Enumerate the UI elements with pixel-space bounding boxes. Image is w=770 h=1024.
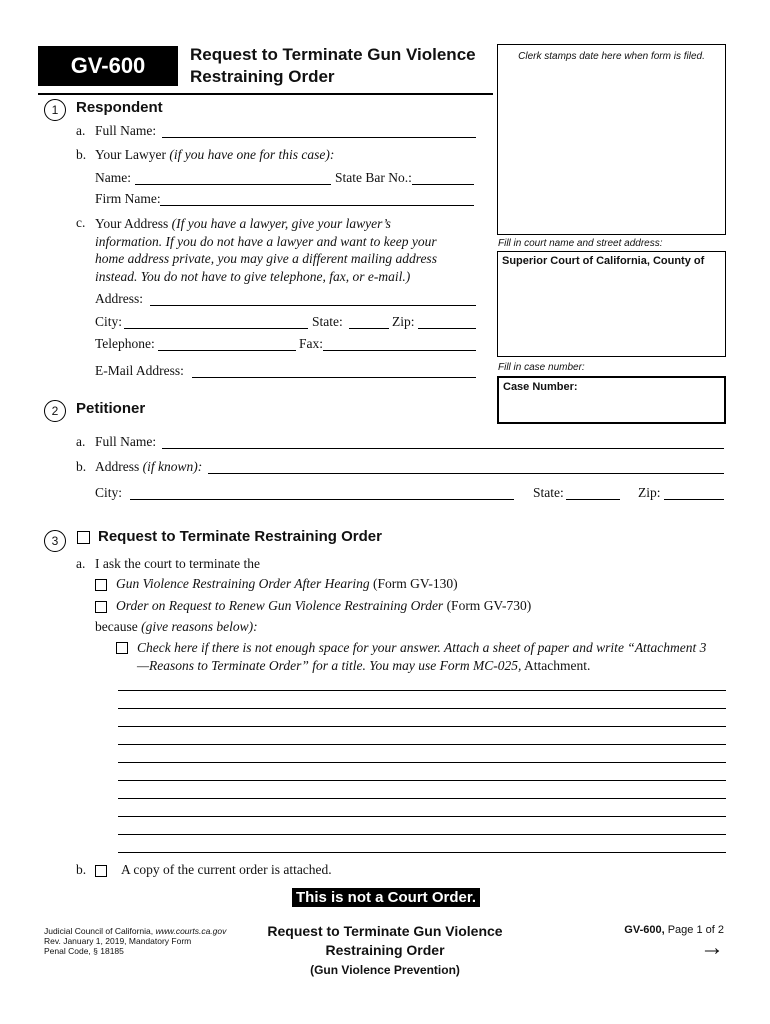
- s2-zip-label: Zip:: [638, 485, 661, 500]
- s1-address-note-1: (If you have a lawyer, give your lawyer’s: [171, 216, 391, 231]
- footer-page-form: GV-600,: [624, 924, 665, 936]
- s3-terminate-text: I ask the court to terminate the: [95, 556, 260, 571]
- because-note: (give reasons below):: [141, 619, 258, 634]
- header-divider: [38, 93, 493, 95]
- footer-penal-code: Penal Code, § 18185: [44, 946, 124, 956]
- next-page-arrow-icon[interactable]: →: [700, 934, 724, 961]
- gv130-option: [116, 576, 458, 592]
- s1-lawyer-name-label: Name:: [95, 170, 131, 185]
- reason-line[interactable]: [118, 834, 726, 835]
- section-2-number: 2: [44, 400, 66, 422]
- attachment-text-3: Attachment.: [524, 657, 591, 673]
- reason-line[interactable]: [118, 852, 726, 853]
- clerk-stamp-label: Clerk stamps date here when form is filed.: [518, 51, 705, 62]
- section-1-number: 1: [44, 99, 66, 121]
- s1c-letter: c.: [76, 215, 86, 230]
- footer-website[interactable]: www.courts.ca.gov: [155, 926, 227, 936]
- s1-state-label: State:: [312, 314, 343, 329]
- s2-state-field[interactable]: [566, 499, 620, 500]
- section-3-checkbox[interactable]: [77, 531, 90, 544]
- gv730-option: [116, 598, 531, 614]
- s2-address-label: [95, 459, 202, 475]
- footer-publisher: [44, 926, 226, 956]
- copy-attached-text: A copy of the current order is attached.: [121, 862, 332, 877]
- attachment-instructions: [137, 639, 727, 674]
- s1-address-note-2: information. If you do not have a lawyer and want to keep your: [95, 233, 437, 249]
- s1-zip-field[interactable]: [418, 328, 476, 329]
- form-title-line2: Restraining Order: [190, 67, 335, 86]
- not-court-order-notice: This is not a Court Order.: [292, 888, 480, 907]
- reason-line[interactable]: [118, 798, 726, 799]
- s1-firm-label: Firm Name:: [95, 191, 161, 206]
- s1-address-heading: Your Address: [95, 216, 169, 231]
- s1-firm-field[interactable]: [160, 205, 474, 206]
- s1-full-name-field[interactable]: [162, 137, 476, 138]
- s1-bar-label: State Bar No.:: [335, 170, 412, 185]
- case-number-hint: Fill in case number:: [498, 362, 585, 373]
- footer-subtitle: (Gun Violence Prevention): [310, 963, 460, 977]
- reason-line[interactable]: [118, 708, 726, 709]
- s1-lawyer-label: [95, 147, 334, 163]
- s2-state-label: State:: [533, 485, 564, 500]
- copy-attached-checkbox[interactable]: [95, 865, 107, 877]
- s1-lawyer-name-field[interactable]: [135, 184, 331, 185]
- s1-lawyer-text: Your Lawyer: [95, 147, 166, 162]
- section-2-title: Petitioner: [76, 400, 146, 417]
- gv130-option-text: Gun Violence Restraining Order After Hearing: [116, 576, 370, 591]
- s1-fax-field[interactable]: [323, 350, 476, 351]
- reason-line[interactable]: [118, 690, 726, 691]
- s1b-letter: b.: [76, 147, 87, 162]
- form-number-badge: [38, 46, 178, 86]
- reason-line[interactable]: [118, 762, 726, 763]
- footer-title-line1: Request to Terminate Gun Violence: [267, 923, 503, 939]
- s1-email-field[interactable]: [192, 377, 476, 378]
- footer-title-line2: Restraining Order: [325, 942, 445, 958]
- s1-telephone-label: Telephone:: [95, 336, 155, 351]
- section-3-title: Request to Terminate Restraining Order: [98, 528, 382, 545]
- case-number-box[interactable]: [497, 376, 726, 424]
- s2-address-field[interactable]: [208, 473, 724, 474]
- gv730-checkbox[interactable]: [95, 601, 107, 613]
- footer-revision: Rev. January 1, 2019, Mandatory Form: [44, 936, 192, 946]
- s1-bar-field[interactable]: [412, 184, 474, 185]
- s3a-letter: a.: [76, 556, 86, 571]
- footer-council: Judicial Council of California,: [44, 926, 154, 936]
- footer-page-label: Page 1 of 2: [667, 924, 724, 936]
- s1-telephone-field[interactable]: [158, 350, 296, 351]
- reason-line[interactable]: [118, 744, 726, 745]
- reason-line[interactable]: [118, 816, 726, 817]
- s2-full-name-label: Full Name:: [95, 434, 157, 449]
- form-title: [190, 44, 495, 88]
- form-title-line1: Request to Terminate Gun Violence: [190, 45, 476, 64]
- s1-email-label: E-Mail Address:: [95, 363, 184, 378]
- s2-full-name-field[interactable]: [162, 448, 724, 449]
- gv730-option-text: Order on Request to Renew Gun Violence Restraining Order: [116, 598, 444, 613]
- s1-lawyer-note: (if you have one for this case):: [169, 147, 335, 162]
- because-text: because: [95, 619, 138, 634]
- s1-address-field[interactable]: [150, 305, 476, 306]
- footer-page-info: [560, 924, 724, 960]
- because-label: [95, 619, 258, 635]
- s2-city-label: City:: [95, 485, 123, 500]
- attachment-text-1: Check here if there is not enough space for your answer. Attach a sheet of paper and write “Attachment 3: [137, 640, 707, 655]
- attachment-checkbox[interactable]: [116, 642, 128, 654]
- s2-address-text: Address: [95, 459, 140, 474]
- s2-city-field[interactable]: [130, 499, 514, 500]
- form-number: GV-600: [70, 53, 146, 78]
- s2b-letter: b.: [76, 459, 87, 474]
- s1-address-note-3: home address private, you may give a different mailing address: [95, 251, 437, 266]
- s2a-letter: a.: [76, 434, 86, 449]
- court-name-box[interactable]: [497, 251, 726, 357]
- s1-fax-label: Fax:: [299, 336, 324, 351]
- court-name-label: Fill in court name and street address:: [498, 238, 663, 249]
- clerk-stamp-box[interactable]: [497, 44, 726, 235]
- gv730-form-ref: (Form GV-730): [446, 598, 532, 613]
- gv130-checkbox[interactable]: [95, 579, 107, 591]
- reason-line[interactable]: [118, 780, 726, 781]
- s1-address-instructions: [95, 215, 465, 285]
- s1-city-label: City:: [95, 314, 123, 329]
- s2-address-note: (if known):: [142, 459, 203, 474]
- s1-city-field[interactable]: [124, 328, 308, 329]
- s2-zip-field[interactable]: [664, 499, 724, 500]
- reason-line[interactable]: [118, 726, 726, 727]
- footer-title: [240, 922, 530, 980]
- section-3-number: 3: [44, 530, 66, 552]
- gv130-form-ref: (Form GV-130): [372, 576, 458, 591]
- court-name: Superior Court of California, County of: [502, 255, 705, 267]
- s1-state-field[interactable]: [349, 328, 389, 329]
- s1-address-note-4: instead. You do not have to give telephone, fax, or e-mail.): [95, 268, 411, 284]
- s1a-letter: a.: [76, 123, 86, 138]
- section-1-title: Respondent: [76, 99, 163, 116]
- s1-zip-label: Zip:: [392, 314, 415, 329]
- s1-full-name-label: Full Name:: [95, 123, 157, 138]
- case-number-label: Case Number:: [503, 381, 578, 393]
- s3b-letter: b.: [76, 862, 87, 877]
- s1-address-label: Address:: [95, 291, 143, 306]
- attachment-text-2: —Reasons to Terminate Order” for a title. You may use Form MC-025,: [137, 657, 522, 673]
